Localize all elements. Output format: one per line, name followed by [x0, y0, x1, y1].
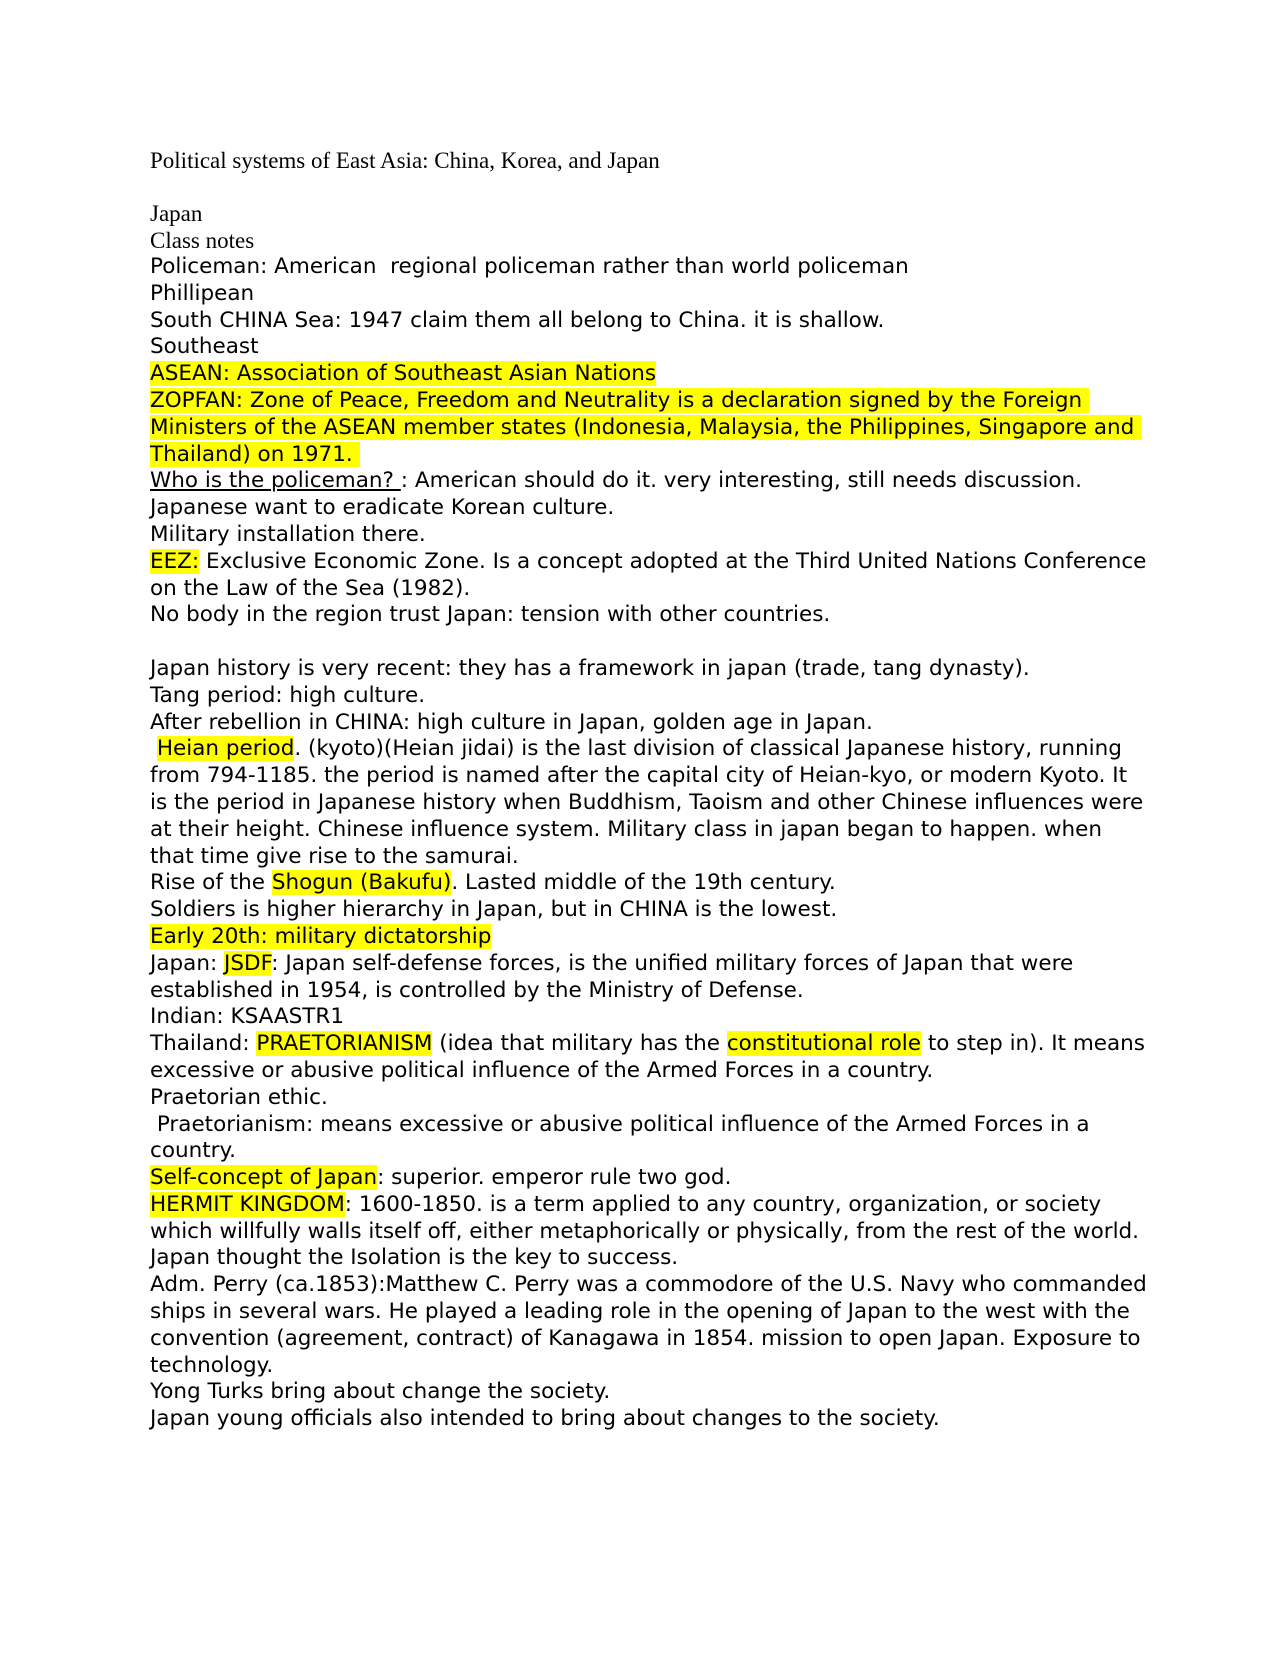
text-run: No body in the region trust Japan: tension with other countries. [150, 602, 831, 628]
note-paragraph [150, 548, 1154, 603]
highlighted-text: Early 20th: military dictatorship [150, 923, 492, 949]
note-paragraph [150, 1031, 1150, 1085]
document-title: Political systems of East Asia: China, Korea, and Japan [150, 148, 660, 173]
document-body [150, 147, 1154, 1433]
note-paragraph [150, 870, 1150, 897]
text-run: Praetorian ethic. [150, 1084, 328, 1110]
note-paragraph [150, 308, 1150, 335]
note-paragraph [150, 710, 1150, 737]
highlighted-text: Heian period [156, 736, 295, 762]
note-paragraph [150, 1192, 1150, 1246]
note-paragraph [150, 656, 1150, 683]
text-run: Yong Turks bring about change the society. [150, 1379, 611, 1405]
text-run: Japan: [150, 950, 225, 976]
note-paragraph [150, 736, 1150, 870]
note-paragraph [150, 361, 1150, 388]
text-run: Exclusive Economic Zone. Is a concept adopted at the Third United Nations Conference on the Law of the Sea (1982). [150, 548, 1154, 601]
text-run: Rise of the [150, 870, 272, 896]
note-paragraph [150, 468, 1150, 495]
note-paragraph [150, 388, 1150, 468]
note-paragraph [150, 1379, 1150, 1406]
highlighted-text: Shogun (Bakufu) [271, 870, 452, 896]
note-paragraph [150, 1245, 1150, 1272]
note-paragraph [150, 924, 1150, 951]
highlighted-text: Self-concept of Japan [150, 1165, 378, 1191]
text-run: Phillipean [150, 280, 255, 306]
spacer [150, 174, 1150, 200]
note-paragraph [150, 522, 1150, 549]
section-heading-class-notes: Class notes [150, 228, 255, 253]
text-run: Tang period: high culture. [150, 682, 426, 708]
text-run: . Lasted middle of the 19th century. [451, 870, 836, 896]
note-paragraph [150, 1406, 1150, 1433]
text-run: Policeman: American regional policeman rather than world policeman [150, 254, 909, 279]
note-paragraph [150, 495, 1150, 522]
section-heading-japan: Japan [150, 201, 203, 226]
text-run: Japanese want to eradicate Korean culture. [150, 495, 615, 521]
note-paragraph [150, 334, 1150, 361]
note-paragraph [150, 683, 1150, 710]
text-run: : 1600-1850. is a term applied to any country, organization, or society which willfully walls itself off, either metaphorically or physically, from the rest of the world. [150, 1191, 1140, 1244]
text-run: Soldiers is higher hierarchy in Japan, but in CHINA is the lowest. [150, 897, 838, 923]
note-paragraph [150, 1165, 1150, 1192]
highlighted-text: ASEAN: Association of Southeast Asian Nations [150, 361, 657, 387]
text-run: Japan history is very recent: they has a framework in japan (trade, tang dynasty). [150, 655, 1030, 681]
highlighted-text: EEZ: [150, 548, 200, 574]
highlighted-text: constitutional role [726, 1031, 921, 1057]
text-run [150, 736, 157, 761]
text-run: South CHINA Sea: 1947 claim them all belong to China. it is shallow. [150, 307, 885, 333]
note-paragraph [150, 1112, 1150, 1166]
text-run: : American should do it. very interesting, still needs discussion. [400, 468, 1082, 494]
text-run: Thailand: [150, 1031, 257, 1057]
text-run: Japan thought the Isolation is the key to success. [150, 1245, 679, 1271]
text-run: : Japan self-defense forces, is the unified military forces of Japan that were established in 1954, is controlled by the Ministry of Defense. [150, 950, 1081, 1003]
text-run: Adm. Perry (ca.1853):Matthew C. Perry was a commodore of the U.S. Navy who commanded ships in several wars. He played a leading role in the opening of Japan to the west with the convention (agreement, contract) of Kanagawa in 1854. mission to open Japan. Exposure to technology. [150, 1272, 1154, 1378]
note-paragraph [150, 897, 1150, 924]
note-paragraph [150, 1085, 1150, 1112]
note-paragraph [150, 602, 1150, 629]
text-run: After rebellion in CHINA: high culture in Japan, golden age in Japan. [150, 709, 873, 735]
blank-line [150, 629, 1150, 656]
note-paragraph [150, 281, 1150, 308]
text-run: Praetorianism: means excessive or abusive political influence of the Armed Forces in a country. [150, 1111, 1097, 1164]
highlighted-text: ZOPFAN: Zone of Peace, Freedom and Neutrality is a declaration signed by the Foreign Ministers of the ASEAN member states (Indonesia, Malaysia, the Philippines, Singapore and Thailand) on 1971. [150, 387, 1142, 467]
text-run: Japan young officials also intended to bring about changes to the society. [150, 1406, 940, 1432]
text-run: Indian: KSAASTR1 [150, 1004, 345, 1030]
notes-body [150, 254, 1154, 1433]
note-paragraph [150, 254, 1150, 281]
text-run: Military installation there. [150, 521, 426, 547]
highlighted-text: JSDF [224, 950, 272, 976]
text-run: : superior. emperor rule two god. [377, 1165, 732, 1191]
text-run: (idea that military has the [432, 1031, 727, 1057]
note-paragraph [150, 1004, 1150, 1031]
highlighted-text: HERMIT KINGDOM [150, 1191, 345, 1217]
text-run: Southeast [150, 334, 259, 360]
text-run: to step in). It means excessive or abusive political influence of the Armed Forces in a country. [150, 1031, 1152, 1083]
text-run: . (kyoto)(Heian jidai) is the last division of classical Japanese history, running from 794-1185. the period is named after the capital city of Heian-kyo, or modern Kyoto. It is the period in Japanese history when Buddhism, Taoism and other Chinese influences were at their height. Chinese influence system. Military class in japan began to happen. when that time give rise to the samurai. [150, 736, 1151, 869]
note-paragraph [150, 951, 1150, 1005]
highlighted-text: PRAETORIANISM [256, 1031, 433, 1057]
note-paragraph [150, 1272, 1154, 1379]
underlined-text: Who is the policeman? [150, 468, 401, 494]
